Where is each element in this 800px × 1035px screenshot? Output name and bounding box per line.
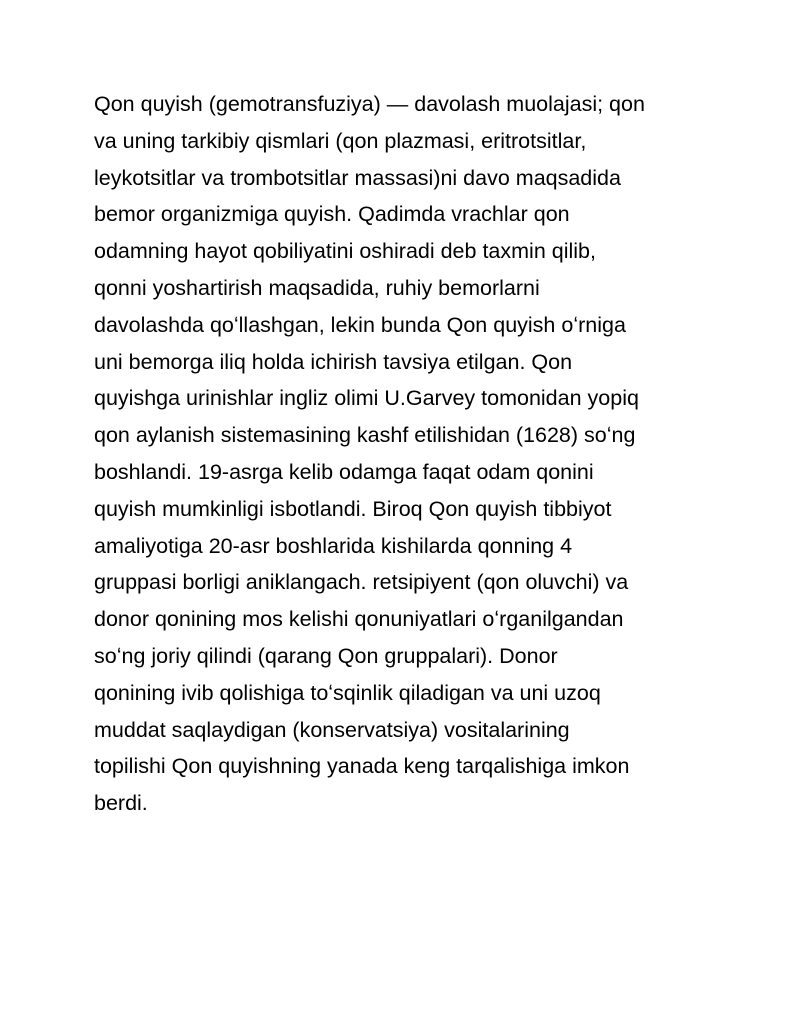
paragraph-line: davolashda qoʻllashgan, lekin bunda Qon quyish oʻrniga — [94, 312, 626, 337]
paragraph-line: amaliyotiga 20-asr boshlarida kishilarda qonning 4 — [94, 533, 573, 558]
body-paragraph — [94, 86, 734, 822]
paragraph-line: soʻng joriy qilindi (qarang Qon gruppalari). Donor — [94, 643, 558, 668]
paragraph-line: berdi. — [94, 791, 148, 816]
paragraph-line: qonining ivib qolishiga toʻsqinlik qiladigan va uni uzoq — [94, 680, 601, 705]
paragraph-line: bemor organizmiga quyish. Qadimda vrachlar qon — [94, 202, 570, 227]
paragraph-line: qon aylanish sistemasining kashf etilishidan (1628) soʻng — [94, 423, 636, 448]
paragraph-line: Qon quyish (gemotransfuziya) — davolash muolajasi; qon — [94, 92, 645, 116]
paragraph-line: leykotsitlar va trombotsitlar massasi)ni davo maqsadida — [94, 165, 621, 190]
paragraph-line: odamning hayot qobiliyatini oshiradi deb taxmin qilib, — [94, 239, 596, 264]
paragraph-line: donor qonining mos kelishi qonuniyatlari oʻrganilgandan — [94, 607, 624, 632]
paragraph-line: topilishi Qon quyishning yanada keng tarqalishiga imkon — [94, 754, 630, 779]
paragraph-line: quyish mumkinligi isbotlandi. Biroq Qon quyish tibbiyot — [94, 496, 612, 521]
paragraph-line: qonni yoshartirish maqsadida, ruhiy bemorlarni — [94, 275, 540, 300]
paragraph-line: quyishga urinishlar ingliz olimi U.Garvey tomonidan yopiq — [94, 386, 639, 411]
paragraph-line: uni bemorga iliq holda ichirish tavsiya etilgan. Qon — [94, 349, 573, 374]
paragraph-line: gruppasi borligi aniklangach. retsipiyent (qon oluvchi) va — [94, 570, 629, 595]
paragraph-line: va uning tarkibiy qismlari (qon plazmasi, eritrotsitlar, — [94, 128, 587, 153]
paragraph-line: boshlandi. 19-asrga kelib odamga faqat odam qonini — [94, 459, 594, 484]
paragraph-line: muddat saqlaydigan (konservatsiya) vositalarining — [94, 717, 570, 742]
